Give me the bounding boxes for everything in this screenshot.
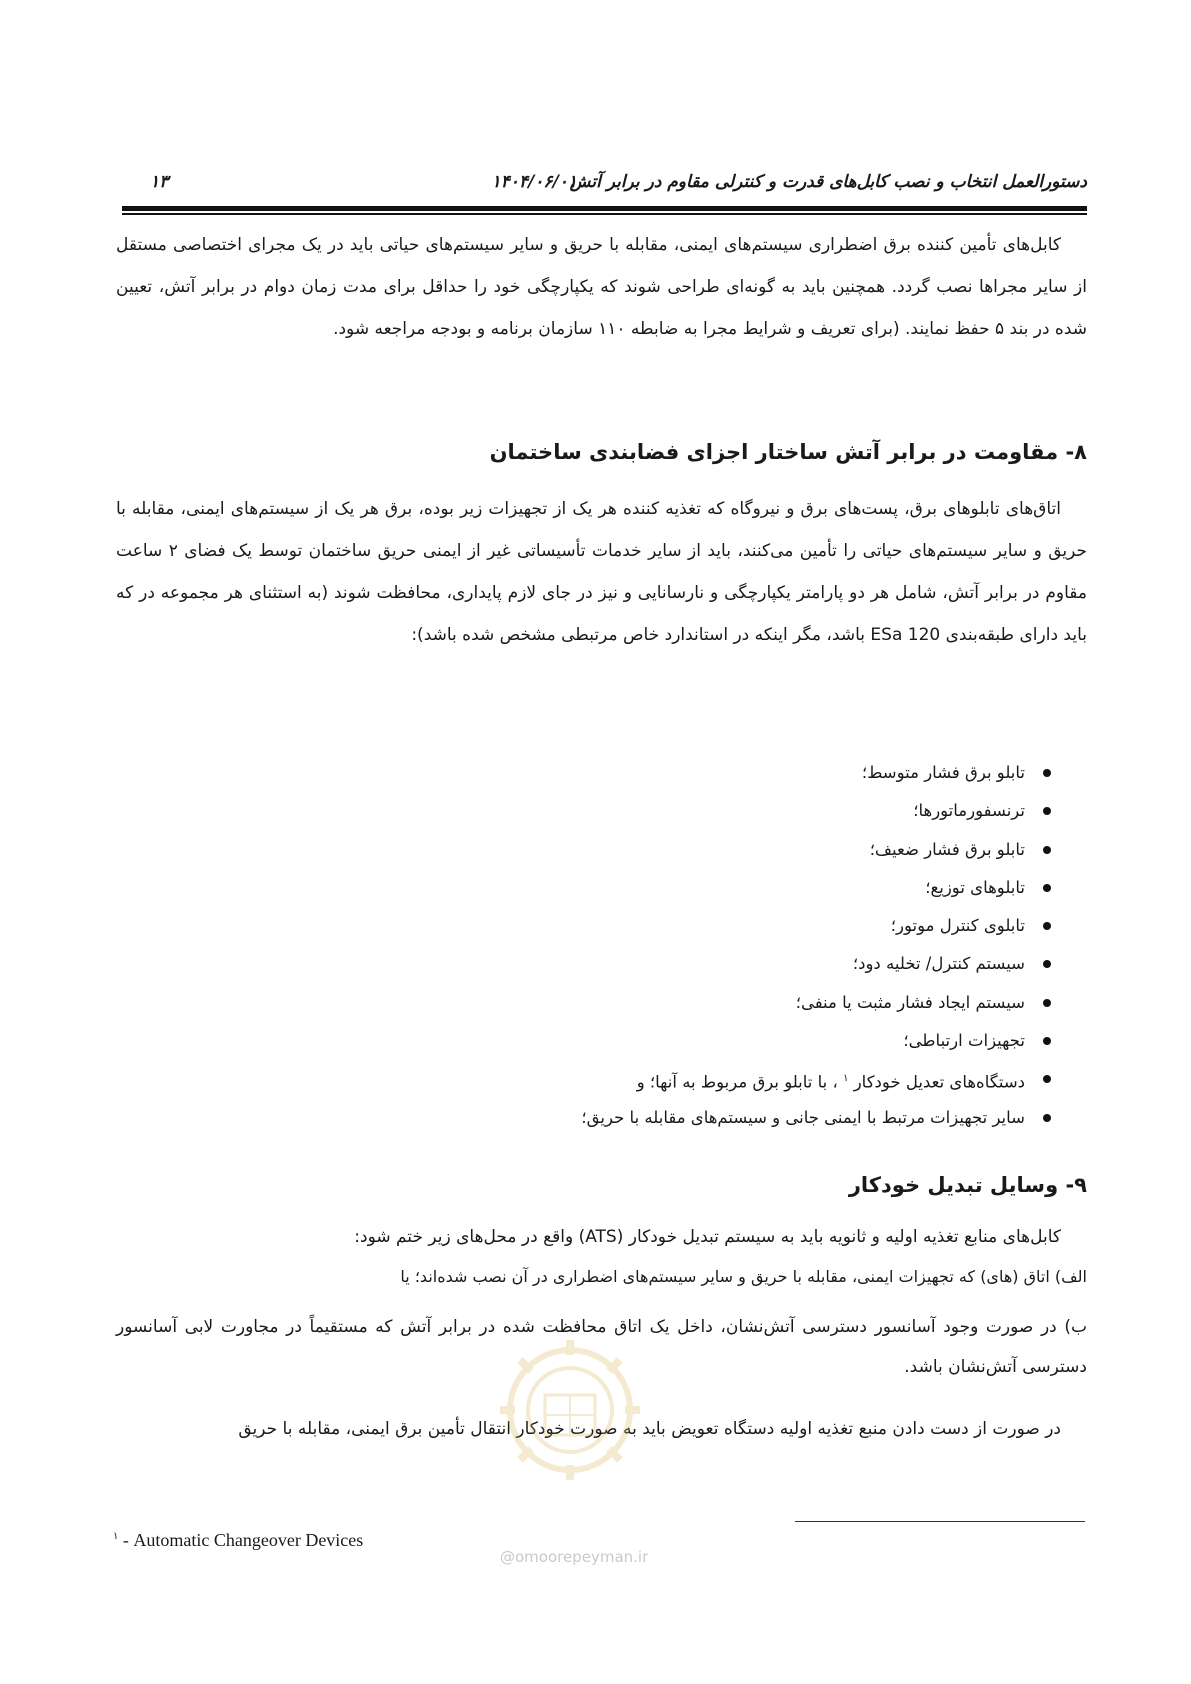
at-icon: @: [500, 1548, 515, 1566]
list-item: تجهیزات ارتباطی؛: [116, 1022, 1087, 1060]
intro-paragraph: کابل‌های تأمین کننده برق اضطراری سیستم‌های ایمنی، مقابله با حریق و سایر سیستم‌های حیاتی باید در یک مجرای اختصاصی مستقل از سایر مجراها نصب گردد. همچنین باید به گونه‌ای طراحی شوند که یکپارچگی خود را حداقل برای مدت زمان دوام در برابر آتش، تعیین شده در بند ۵ حفظ نمایند. (برای تعریف و شرایط مجرا به ضابطه ۱۱۰ سازمان برنامه و بودجه مراجعه شود.: [116, 235, 1087, 339]
list-item: سیستم ایجاد فشار مثبت یا منفی؛: [116, 984, 1087, 1022]
bullet-icon: [1043, 846, 1051, 854]
bullet-icon: [1043, 922, 1051, 930]
bullet-icon: [1043, 999, 1051, 1007]
bullet-icon: [1043, 1075, 1051, 1083]
document-date: ۱۴۰۴/۰۶/۰۱: [491, 172, 577, 192]
section-9-item-b: ب) در صورت وجود آسانسور دسترسی آتش‌نشان، داخل یک اتاق محافظت شده در برابر آتش که مستقیماً در مجاورت لابی آسانسور دسترسی آتش‌نشان باشد.: [116, 1317, 1087, 1377]
section-9-intro: کابل‌های منابع تغذیه اولیه و ثانویه باید به سیستم تبدیل خودکار (ATS) واقع در محل‌های زیر ختم شود:: [354, 1227, 1061, 1247]
list-item: تابلو برق فشار متوسط؛: [116, 754, 1087, 792]
bullet-icon: [1043, 960, 1051, 968]
bullet-icon: [1043, 769, 1051, 777]
page-header: [122, 172, 1087, 198]
section-8-heading: ۸- مقاومت در برابر آتش ساختار اجزای فضابندی ساختمان: [489, 440, 1087, 464]
list-item: ترنسفورماتورها؛: [116, 792, 1087, 830]
section-9-item-a: الف) اتاق (های) که تجهیزات ایمنی، مقابله با حریق و سایر سیستم‌های اضطراری در آن نصب شده‌اند؛ یا: [400, 1267, 1087, 1286]
page-number: ۱۳: [150, 172, 169, 192]
list-item: سیستم کنترل/ تخلیه دود؛: [116, 945, 1087, 983]
bullet-icon: [1043, 807, 1051, 815]
gear-seal-icon: [500, 1335, 640, 1495]
footnote-marker: ۱: [113, 1531, 119, 1542]
list-item: دستگاه‌های تعدیل خودکار $^۱$ ، با تابلو برق مربوط به آنها؛ و: [116, 1060, 1087, 1098]
footnote-reference[interactable]: ۱: [843, 1073, 849, 1085]
footnote-separator: [795, 1521, 1085, 1522]
footnote: [113, 1530, 363, 1551]
list-item: تابلوی کنترل موتور؛: [116, 907, 1087, 945]
header-rule-thin: [122, 213, 1087, 215]
header-rule-thick: [122, 206, 1087, 211]
bullet-icon: [1043, 884, 1051, 892]
equipment-list: [116, 754, 1087, 1137]
bullet-icon: [1043, 1037, 1051, 1045]
list-item: تابلوهای توزیع؛: [116, 869, 1087, 907]
section-8-paragraph: اتاق‌های تابلوهای برق، پست‌های برق و نیروگاه که تغذیه کننده هر یک از تجهیزات زیر بوده، برق هر یک از سیستم‌های ایمنی، مقابله با حریق و سایر سیستم‌های حیاتی را تأمین می‌کنند، باید از سایر خدمات تأسیساتی غیر از ایمنی حریق ساختمان توسط یک فضای ۲ ساعت مقاوم در برابر آتش، شامل هر دو پارامتر یکپارچگی و نارسانایی و نیز در جای لازم پایداری، محافظت شوند (به استثنای هر مجموعه در که باید دارای طبقه‌بندی ESa 120 باشد، مگر اینکه در استاندارد خاص مرتبطی مشخص شده باشد):: [116, 499, 1088, 645]
list-item: سایر تجهیزات مرتبط با ایمنی جانی و سیستم‌های مقابله با حریق؛: [116, 1099, 1087, 1137]
section-9-closing: در صورت از دست دادن منبع تغذیه اولیه دستگاه تعویض باید به صورت خودکار انتقال تأمین برق ایمنی، مقابله با حریق: [238, 1419, 1061, 1439]
footnote-text: - Automatic Changeover Devices: [118, 1530, 364, 1550]
section-9-heading: ۹- وسایل تبدیل خودکار: [848, 1173, 1087, 1197]
document-title: دستورالعمل انتخاب و نصب کابل‌های قدرت و کنترلی مقاوم در برابر آتش: [569, 172, 1087, 192]
bullet-icon: [1043, 1114, 1051, 1122]
list-item: تابلو برق فشار ضعیف؛: [116, 831, 1087, 869]
watermark-url: @omoorepeyman.ir: [500, 1548, 649, 1566]
